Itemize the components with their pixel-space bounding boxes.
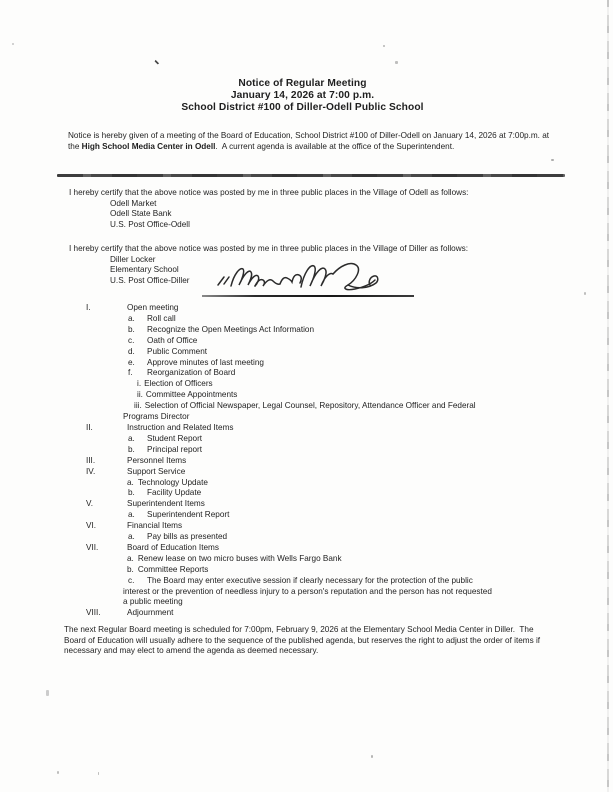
agenda-marker: f.	[128, 368, 133, 378]
agenda-marker: e.	[128, 357, 135, 367]
agenda-text: Renew lease on two micro buses with Wells Fargo Bank	[137, 553, 342, 563]
agenda-marker: a.	[128, 313, 135, 323]
agenda-marker: c.	[128, 575, 135, 585]
agenda-text: Pay bills as presented	[147, 532, 228, 542]
agenda-continuation	[123, 597, 558, 608]
agenda-marker: b.	[128, 488, 135, 498]
agenda-subitem	[128, 358, 558, 369]
scan-speck	[371, 755, 373, 758]
agenda-text: Programs Director	[123, 412, 190, 422]
agenda-subitem	[128, 576, 558, 587]
agenda-numeral: V.	[86, 499, 93, 509]
agenda-text: Approve minutes of last meeting	[147, 357, 264, 367]
agenda-text: Technology Update	[137, 477, 208, 487]
agenda-subitem	[128, 368, 558, 379]
agenda-numeral: I.	[86, 303, 91, 312]
notice-title: Notice of Regular Meeting	[238, 78, 367, 89]
agenda-item	[86, 608, 558, 619]
scan-speck	[551, 159, 554, 161]
agenda-marker: a.	[127, 553, 134, 563]
agenda-text: Committee Appointments	[145, 390, 238, 400]
agenda-item	[86, 521, 558, 532]
agenda-text: Board of Education Items	[127, 542, 219, 552]
agenda-marker: c.	[128, 335, 135, 345]
agenda-numeral: IV.	[86, 466, 96, 476]
scan-speck	[12, 43, 14, 45]
agenda-subitem	[128, 325, 558, 336]
posting-place: Diller Locker	[110, 254, 156, 264]
agenda-subitem	[128, 510, 558, 521]
agenda-item	[86, 499, 558, 510]
agenda-marker: a.	[127, 477, 134, 487]
agenda-continuation	[123, 587, 558, 598]
agenda-text: Election of Officers	[144, 379, 213, 389]
scan-speck	[154, 56, 162, 64]
agenda-marker: b.	[128, 324, 135, 334]
posting-place: U.S. Post Office-Odell	[110, 220, 190, 230]
agenda-text: Committee Reports	[137, 564, 209, 574]
agenda-text: Student Report	[147, 433, 203, 443]
agenda-subitem	[128, 445, 558, 456]
agenda-numeral: II.	[86, 422, 93, 432]
scan-speck	[395, 61, 398, 64]
agenda-subitem	[128, 532, 558, 543]
scan-streak-artifact	[607, 0, 609, 792]
signature-line	[202, 295, 414, 297]
agenda-subitem	[128, 488, 558, 499]
agenda-numeral: VIII.	[86, 608, 101, 618]
agenda-marker: i.	[137, 379, 142, 389]
agenda-text: Selection of Official Newspaper, Legal Counsel, Repository, Attendance Officer and Federal	[144, 401, 476, 411]
scan-speck	[383, 45, 385, 47]
signature-handwriting-icon	[198, 258, 418, 298]
scan-speck	[46, 690, 49, 696]
agenda-text: Superintendent Items	[127, 499, 205, 509]
document-header	[0, 78, 605, 114]
agenda-subitem	[127, 478, 558, 489]
agenda-item	[86, 543, 558, 554]
agenda-subitem	[128, 314, 558, 325]
notice-location-bold: High School Media Center in Odell	[81, 141, 216, 151]
divider-line	[57, 174, 565, 177]
agenda-text: Support Service	[127, 466, 186, 476]
notice-paragraph	[68, 131, 550, 152]
agenda-item	[86, 303, 558, 314]
agenda-text: Financial Items	[127, 521, 183, 531]
agenda-subitem	[128, 336, 558, 347]
agenda-text: Open meeting	[127, 303, 179, 312]
agenda-subitem	[128, 434, 558, 445]
agenda-item	[86, 467, 558, 478]
agenda-text: Oath of Office	[147, 335, 198, 345]
agenda-text: Personnel Items	[127, 455, 187, 465]
agenda-subsubitem	[137, 390, 558, 401]
agenda-text: Roll call	[147, 313, 176, 323]
notice-datetime: January 14, 2026 at 7:00 p.m.	[230, 90, 375, 101]
agenda-marker: iii.	[134, 401, 142, 411]
certification-odell	[69, 188, 561, 231]
agenda-marker: a.	[128, 433, 135, 443]
agenda-marker: a.	[128, 510, 135, 520]
posting-place: Elementary School	[110, 265, 179, 275]
agenda-item	[86, 456, 558, 467]
agenda-text: Public Comment	[147, 346, 208, 356]
scan-speck	[98, 772, 99, 775]
agenda-text: Principal report	[147, 444, 203, 454]
notice-school: School District #100 of Diller-Odell Public School	[181, 102, 424, 113]
notice-text-post: . A current agenda is available at the office of the Superintendent.	[215, 141, 455, 151]
certification-statement: I hereby certify that the above notice was posted by me in three public places in the Village of Odell as follows:	[69, 188, 469, 197]
agenda-subitem	[127, 554, 558, 565]
agenda-marker: d.	[128, 346, 135, 356]
agenda-marker: b.	[128, 444, 135, 454]
notice-text-pre: Notice is hereby given of a meeting of the Board of Education, School District #100 of Diller-Odell on January 14, 2026 at 7:00p.m. at the	[68, 131, 552, 151]
agenda-subsubitem	[137, 379, 558, 390]
closing-paragraph: The next Regular Board meeting is scheduled for 7:00pm, February 9, 2026 at the Elementary School Media Center in Diller. The Board of Education will usually adhere to the sequence of the published agenda, but reserves the right to adjust the order of items if necessary and may elect to amend the agenda as deemed necessary.	[64, 625, 543, 656]
agenda-marker: b.	[127, 564, 134, 574]
posting-place: Odell State Bank	[110, 209, 172, 219]
agenda-item	[86, 423, 558, 434]
agenda-subitem	[128, 347, 558, 358]
agenda-numeral: III.	[86, 455, 96, 465]
scan-speck	[584, 292, 586, 295]
agenda-continuation	[123, 412, 558, 423]
scan-speck	[57, 771, 59, 774]
agenda-marker: a.	[128, 532, 135, 542]
agenda-text: The Board may enter executive session if clearly necessary for the protection of the public	[147, 575, 473, 585]
agenda-numeral: VII.	[86, 542, 99, 552]
agenda-subsubitem	[134, 401, 558, 412]
agenda-text: a public meeting	[123, 597, 183, 607]
posting-place: Odell Market	[110, 198, 157, 208]
agenda-text: Recognize the Open Meetings Act Information	[147, 324, 315, 334]
agenda-text: Instruction and Related Items	[127, 422, 234, 432]
posting-place: U.S. Post Office-Diller	[110, 276, 190, 286]
agenda-list	[86, 303, 558, 619]
agenda-text: Adjournment	[127, 608, 174, 618]
agenda-text: interest or the prevention of needless injury to a person's reputation and the person has not requested	[123, 586, 492, 596]
agenda-text: Reorganization of Board	[147, 368, 236, 378]
certification-statement: I hereby certify that the above notice was posted by me in three public places in the Village of Diller as follows:	[69, 244, 468, 253]
agenda-text: Superintendent Report	[147, 510, 230, 520]
agenda-numeral: VI.	[86, 521, 97, 531]
agenda-marker: ii.	[137, 390, 143, 400]
agenda-subitem	[127, 565, 558, 576]
agenda-text: Facility Update	[147, 488, 202, 498]
